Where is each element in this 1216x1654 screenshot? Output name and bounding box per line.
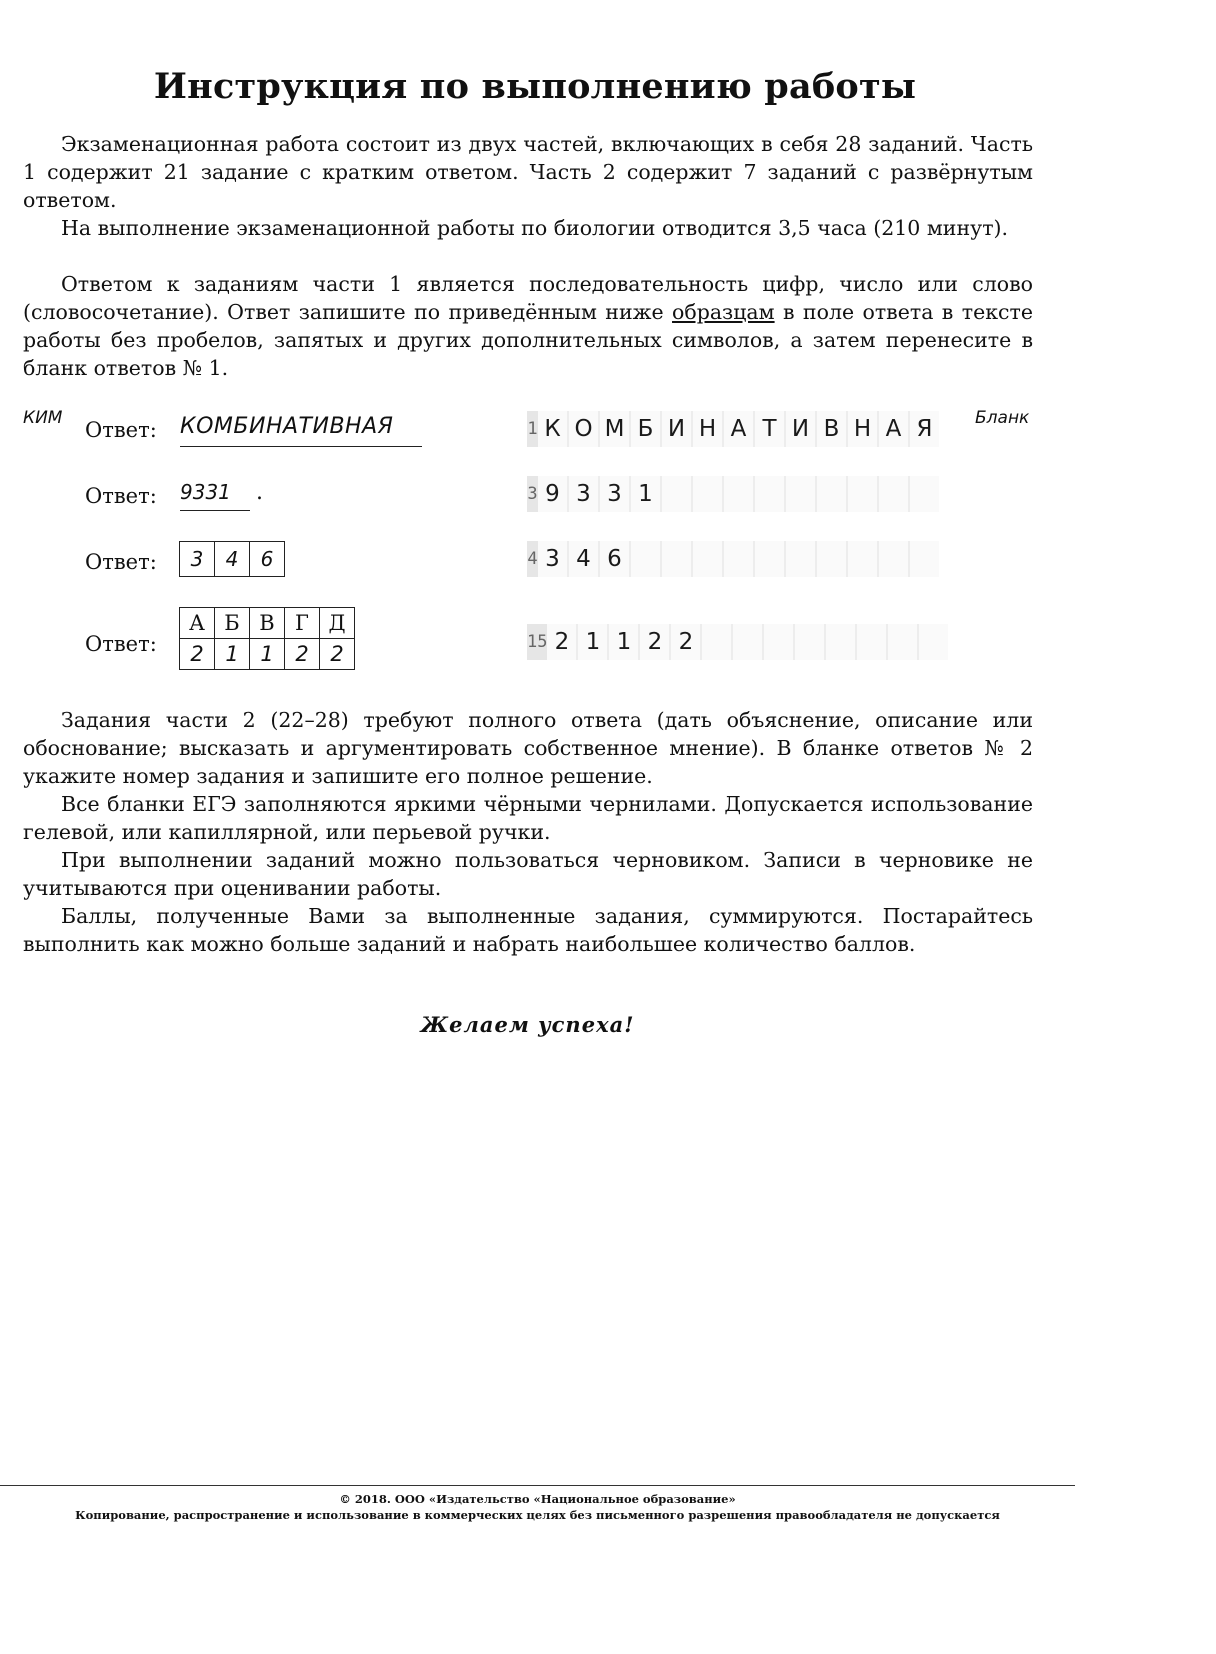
answer-table-4 [179,607,355,670]
form-cell: И [660,411,691,447]
blank-label: Бланк [975,408,1030,428]
part2-text-2: Все бланки ЕГЭ заполняются яркими чёрными чернилами. Допускается использование гелевой, или капиллярной, или перьевой ручки. [23,792,1033,844]
form-row-2 [527,476,939,512]
answer-cells-3 [179,541,285,577]
form-task-number: 4 [527,541,538,577]
form-cell [855,624,886,660]
answer-cell: 6 [260,547,274,571]
answer-line-2 [180,480,250,511]
intro-text-1: Экзаменационная работа состоит из двух частей, включающих в себя 28 заданий. Часть 1 содержит 21 задание с кратким ответом. Часть 2 содержит 7 заданий с развёрнутым ответом. [23,132,1033,212]
form-cell: 3 [567,476,598,512]
form-cell [722,541,753,577]
form-cell: 1 [629,476,660,512]
form-cell: 1 [576,624,607,660]
form-cell: А [877,411,908,447]
form-cell [753,541,784,577]
answer-table-value: 2 [320,639,355,670]
form-cell: Я [908,411,939,447]
answer-table-value: 2 [180,639,215,670]
form-cell [660,476,691,512]
footer-divider [0,1485,1075,1486]
answer-table-value-row [180,639,355,670]
answer-table-header: Б [215,608,250,639]
form-cell: Н [691,411,722,447]
part2-paragraph-4 [23,902,1033,958]
form-cell [877,541,908,577]
form-row-4 [527,624,939,660]
form-task-number: 15 [527,624,547,660]
form-cell [908,541,939,577]
form-cell [762,624,793,660]
intro-text-2: На выполнение экзаменационной работы по биологии отводится 3,5 часа (210 минут). [61,216,1009,240]
page-title: Инструкция по выполнению работы [153,66,917,107]
answer-table-value: 1 [250,639,285,670]
form-row-1 [527,411,939,447]
answer-label-3: Ответ: [85,550,157,574]
wish-text: Желаем успеха! [420,1012,635,1037]
form-cell: 2 [669,624,700,660]
form-cell [815,541,846,577]
answer-table-header: Г [285,608,320,639]
form-cells [547,624,948,660]
answer-table-header: А [180,608,215,639]
form-cells [538,411,939,447]
form-cell [815,476,846,512]
form-cell: М [598,411,629,447]
form-cell [660,541,691,577]
form-cell: 3 [598,476,629,512]
intro-paragraph-1 [23,130,1033,214]
part2-paragraph-1 [23,706,1033,790]
answer-line-1 [180,414,422,447]
answer-label-1: Ответ: [85,418,157,442]
answer-cell: 4 [215,542,250,576]
form-cell: 1 [607,624,638,660]
intro-paragraph-2 [23,214,1033,242]
form-cell [691,476,722,512]
form-cell: 2 [638,624,669,660]
form-cell [908,476,939,512]
form-cell: 3 [538,541,567,577]
part2-paragraph-2 [23,790,1033,846]
answer-table-value: 2 [285,639,320,670]
answer-table-header: В [250,608,285,639]
answer-dot: . [256,480,263,505]
form-cell: И [784,411,815,447]
form-task-number: 1 [527,411,538,447]
form-cell [629,541,660,577]
form-task-number: 3 [527,476,538,512]
intro-paragraph-3 [23,270,1033,382]
form-cell: 4 [567,541,598,577]
form-cell: 9 [538,476,567,512]
part2-text-1: Задания части 2 (22–28) требуют полного ответа (дать объяснение, описание или обоснование; высказать и аргументировать собственное мнение). В бланке ответов № 2 укажите номер задания и запишите его полное решение. [23,708,1033,788]
form-cell [700,624,731,660]
form-cell [917,624,948,660]
form-cell [691,541,722,577]
footer-notice: Копирование, распространение и использование в коммерческих целях без письменного разрешения правообладателя не допускается [75,1508,1000,1522]
form-cell [824,624,855,660]
form-cells [538,476,939,512]
form-cell [877,476,908,512]
form-cell [846,476,877,512]
part2-text-3: При выполнении заданий можно пользоваться черновиком. Записи в черновике не учитываются при оценивании работы. [23,848,1033,900]
kim-label: КИМ [23,408,63,428]
form-cell [846,541,877,577]
form-cells [538,541,939,577]
answer-label-4: Ответ: [85,632,157,656]
form-row-3 [527,541,939,577]
form-cell: О [567,411,598,447]
answer-value-2: 9331 [180,480,231,504]
answer-table-header-row [180,608,355,639]
form-cell: К [538,411,567,447]
part2-paragraph-3 [23,846,1033,902]
form-cell [784,476,815,512]
answer-table-value: 1 [215,639,250,670]
form-cell [793,624,824,660]
answer-label-2: Ответ: [85,484,157,508]
form-cell: 2 [547,624,576,660]
form-cell [722,476,753,512]
form-cell: В [815,411,846,447]
intro-text-3a: Ответом к заданиям части 1 является последовательность цифр, число или слово (словосочетание). Ответ запишите по приведённым ниже [23,272,1033,324]
form-cell: Б [629,411,660,447]
form-cell [731,624,762,660]
form-cell: 6 [598,541,629,577]
form-cell: А [722,411,753,447]
form-cell: Т [753,411,784,447]
form-cell [784,541,815,577]
form-cell: Н [846,411,877,447]
answer-cell: 3 [180,542,215,576]
footer-copyright: © 2018. ООО «Издательство «Национальное образование» [339,1492,736,1506]
answer-table-header: Д [320,608,355,639]
samples-link: образцам [672,300,775,324]
answer-value-1: КОМБИНАТИВНАЯ [180,414,394,439]
part2-text-4: Баллы, полученные Вами за выполненные задания, суммируются. Постарайтесь выполнить как можно больше заданий и набрать наибольшее количество баллов. [23,904,1033,956]
intro-text-3b: в поле ответа в тексте работы без пробелов, запятых и других дополнительных символов, а затем перенесите в бланк ответов № 1. [23,300,1033,380]
form-cell [753,476,784,512]
form-cell [886,624,917,660]
